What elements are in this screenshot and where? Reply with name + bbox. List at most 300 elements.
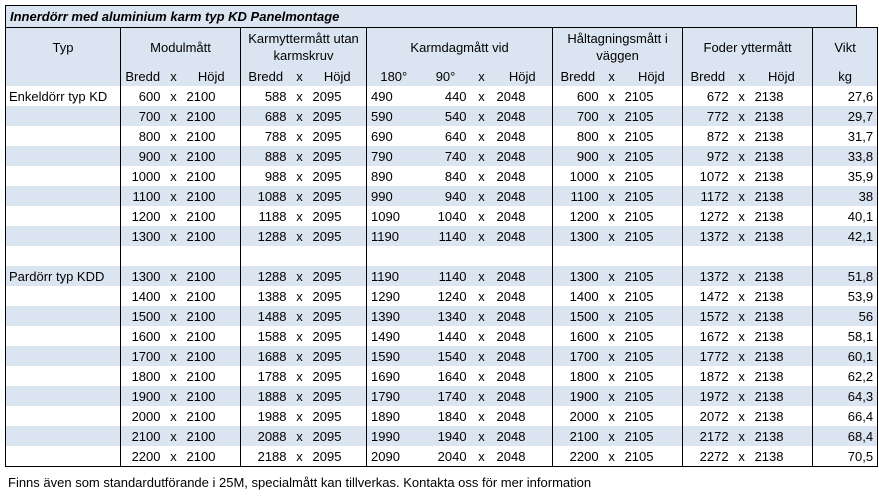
table-cell: 600 [121,86,165,106]
table-cell: 690 [367,126,421,146]
table-cell: x [165,346,183,366]
header-typ-blank [6,66,121,86]
table-cell: x [291,426,309,446]
table-cell: 2105 [621,226,683,246]
table-cell: 1140 [421,266,471,286]
table-cell: 2095 [309,426,367,446]
table-cell: x [471,426,493,446]
dimension-table [5,27,878,467]
table-cell: 890 [367,166,421,186]
table-cell: 2105 [621,326,683,346]
table-cell: 1290 [367,286,421,306]
table-row [6,346,878,366]
table-cell: 940 [421,186,471,206]
table-cell: 2138 [751,366,813,386]
table-cell: 2100 [183,206,241,226]
table-cell: 990 [367,186,421,206]
table-cell: 2095 [309,446,367,467]
subheader-kg: kg [813,66,878,86]
table-cell: 888 [241,146,291,166]
table-cell: x [733,146,751,166]
table-cell: 1100 [553,186,603,206]
table-cell: x [733,226,751,246]
table-cell: 900 [121,146,165,166]
table-cell: 2138 [751,166,813,186]
table-cell: 1800 [553,366,603,386]
table-cell: x [603,166,621,186]
table-cell: x [733,266,751,286]
table-cell: 2048 [493,106,553,126]
spacer-cell [683,246,733,266]
table-cell: x [471,206,493,226]
subheader-hojd: Höjd [183,66,241,86]
table-cell: 2138 [751,306,813,326]
table-cell: 1300 [121,226,165,246]
table-cell: 672 [683,86,733,106]
table-cell: x [471,126,493,146]
table-cell: 1372 [683,266,733,286]
header-modulmatt: Modulmått [121,28,241,67]
table-cell: 2048 [493,86,553,106]
table-cell: x [291,346,309,366]
table-cell: x [471,146,493,166]
table-cell: 2138 [751,226,813,246]
spacer-cell [183,246,241,266]
table-cell: 2105 [621,206,683,226]
table-cell: 1540 [421,346,471,366]
table-cell: 2105 [621,86,683,106]
table-cell: 2138 [751,386,813,406]
table-cell: 53,9 [813,286,878,306]
table-cell: 1300 [121,266,165,286]
table-cell: 900 [553,146,603,166]
table-cell: 66,4 [813,406,878,426]
table-cell: x [471,166,493,186]
table-cell: 2105 [621,366,683,386]
table-cell: 1688 [241,346,291,366]
table-cell: 2100 [183,366,241,386]
table-cell: x [603,386,621,406]
table-cell: 1500 [553,306,603,326]
table-cell: 2048 [493,166,553,186]
table-cell: 1240 [421,286,471,306]
table-cell: 29,7 [813,106,878,126]
table-cell: x [291,226,309,246]
table-cell: 1400 [553,286,603,306]
table-cell: 2048 [493,426,553,446]
table-cell: 2000 [553,406,603,426]
spacer-cell [733,246,751,266]
table-cell: 2095 [309,266,367,286]
table-cell: 2138 [751,266,813,286]
table-cell: 1190 [367,266,421,286]
table-cell: 2138 [751,126,813,146]
header-typ: Typ [6,28,121,67]
table-cell: 2138 [751,426,813,446]
table-cell: 2095 [309,226,367,246]
table-cell: x [165,286,183,306]
table-cell: 700 [121,106,165,126]
table-title: Innerdörr med aluminium karm typ KD Panelmontage [10,9,340,24]
table-cell: x [733,386,751,406]
table-cell: 2172 [683,426,733,446]
table-cell: x [471,346,493,366]
table-cell: 2105 [621,126,683,146]
table-cell: 2105 [621,446,683,467]
table-cell: 1572 [683,306,733,326]
table-cell: 1888 [241,386,291,406]
table-cell: 2138 [751,86,813,106]
table-cell: 2188 [241,446,291,467]
table-cell: 56 [813,306,878,326]
table-cell: x [603,146,621,166]
table-cell: x [165,306,183,326]
table-cell: 1690 [367,366,421,386]
table-cell: 2095 [309,126,367,146]
table-cell: x [471,386,493,406]
table-cell: 2090 [367,446,421,467]
table-row [6,146,878,166]
table-cell: x [733,446,751,467]
table-cell: x [291,266,309,286]
table-cell: 2100 [183,166,241,186]
table-cell: 2100 [183,126,241,146]
table-cell: 1940 [421,426,471,446]
table-cell: x [603,86,621,106]
table-cell: 2138 [751,326,813,346]
table-cell: 1172 [683,186,733,206]
table-cell: 1788 [241,366,291,386]
table-cell: 2138 [751,346,813,366]
footer-note: Finns även som standardutförande i 25M, specialmått kan tillverkas. Kontakta oss för mer information [8,475,592,490]
table-cell: 2100 [553,426,603,446]
table-cell: 2138 [751,186,813,206]
table-cell: 2048 [493,226,553,246]
row-type-blank [6,206,121,226]
table-cell: 2095 [309,346,367,366]
table-cell: 2048 [493,286,553,306]
header-foder: Foder yttermått [683,28,813,67]
table-cell: 1272 [683,206,733,226]
group-spacer-row [6,246,878,266]
table-cell: 35,9 [813,166,878,186]
table-cell: x [603,106,621,126]
table-cell: 1700 [553,346,603,366]
table-cell: x [291,126,309,146]
table-cell: 1972 [683,386,733,406]
table-cell: 2048 [493,326,553,346]
table-cell: 772 [683,106,733,126]
table-cell: x [291,86,309,106]
spacer-cell [165,246,183,266]
table-cell: x [603,366,621,386]
table-cell: 2095 [309,406,367,426]
table-cell: 1088 [241,186,291,206]
table-cell: x [733,366,751,386]
table-cell: 2095 [309,306,367,326]
spacer-cell [621,246,683,266]
table-cell: x [471,226,493,246]
table-cell: 2105 [621,386,683,406]
table-row [6,386,878,406]
table-cell: 2100 [121,426,165,446]
spacer-cell [421,246,471,266]
table-cell: x [291,306,309,326]
table-cell: 2138 [751,206,813,226]
table-cell: x [603,426,621,446]
table-cell: 2048 [493,146,553,166]
table-cell: 2105 [621,106,683,126]
table-cell: 1890 [367,406,421,426]
spacer-cell [241,246,291,266]
table-cell: 2100 [183,186,241,206]
table-cell: x [165,206,183,226]
table-cell: 2200 [553,446,603,467]
subheader-x: x [291,66,309,86]
subheader-x: x [603,66,621,86]
subheader-90: 90° [421,66,471,86]
table-cell: 2138 [751,286,813,306]
table-cell: 540 [421,106,471,126]
table-cell: 1900 [121,386,165,406]
table-cell: x [291,446,309,467]
table-row [6,206,878,226]
table-cell: x [165,146,183,166]
table-cell: x [471,366,493,386]
table-cell: x [471,326,493,346]
spacer-cell [291,246,309,266]
header-haltagningsmatt: Håltagningsmått i väggen [553,28,683,67]
table-cell: 790 [367,146,421,166]
table-cell: x [165,426,183,446]
table-row [6,186,878,206]
table-cell: 1600 [121,326,165,346]
table-cell: 1072 [683,166,733,186]
table-row [6,226,878,246]
subheader-bredd: Bredd [241,66,291,86]
table-cell: 40,1 [813,206,878,226]
table-cell: 688 [241,106,291,126]
table-row [6,286,878,306]
table-cell: x [471,286,493,306]
row-type-blank [6,306,121,326]
table-cell: 2000 [121,406,165,426]
table-cell: x [603,226,621,246]
table-cell: 2200 [121,446,165,467]
table-cell: 588 [241,86,291,106]
spacer-cell [493,246,553,266]
table-cell: x [291,406,309,426]
table-title-bar [5,5,857,27]
table-cell: 1390 [367,306,421,326]
table-cell: x [291,386,309,406]
table-cell: 1440 [421,326,471,346]
table-cell: x [165,266,183,286]
table-cell: x [471,86,493,106]
table-cell: x [291,286,309,306]
table-cell: 1340 [421,306,471,326]
table-cell: 2105 [621,406,683,426]
row-type-blank [6,366,121,386]
table-cell: 1140 [421,226,471,246]
row-type-blank [6,106,121,126]
table-cell: x [733,326,751,346]
row-type-blank [6,286,121,306]
table-cell: x [165,386,183,406]
table-cell: 64,3 [813,386,878,406]
table-row [6,126,878,146]
table-cell: 1200 [553,206,603,226]
table-cell: 988 [241,166,291,186]
table-cell: x [165,126,183,146]
table-cell: x [733,426,751,446]
table-cell: 1790 [367,386,421,406]
table-cell: 1590 [367,346,421,366]
table-cell: x [291,166,309,186]
table-cell: x [603,326,621,346]
table-cell: 2100 [183,226,241,246]
table-cell: 60,1 [813,346,878,366]
table-cell: 2100 [183,326,241,346]
table-cell: 1472 [683,286,733,306]
subheader-hojd: Höjd [309,66,367,86]
table-cell: x [165,166,183,186]
table-cell: x [603,266,621,286]
row-type-blank [6,446,121,467]
spacer-cell [121,246,165,266]
table-cell: 2105 [621,426,683,446]
table-cell: x [603,446,621,467]
table-cell: 2105 [621,346,683,366]
header-karmyttermatt: Karmyttermått utan karmskruv [241,28,367,67]
table-cell: 1288 [241,266,291,286]
table-cell: x [165,326,183,346]
table-cell: 1900 [553,386,603,406]
table-cell: x [165,106,183,126]
table-cell: x [291,206,309,226]
table-cell: 2048 [493,346,553,366]
row-type-label: Pardörr typ KDD [6,266,121,286]
table-cell: x [165,366,183,386]
table-cell: x [165,186,183,206]
row-type-label: Enkeldörr typ KD [6,86,121,106]
table-cell: x [733,346,751,366]
table-cell: 2100 [183,146,241,166]
table-cell: 1288 [241,226,291,246]
table-row [6,426,878,446]
header-karmdagmatt: Karmdagmått vid [367,28,553,67]
table-cell: 972 [683,146,733,166]
table-cell: 2138 [751,106,813,126]
table-cell: 2048 [493,306,553,326]
subheader-180: 180° [367,66,421,86]
table-cell: x [603,186,621,206]
table-cell: 2095 [309,186,367,206]
table-cell: 2095 [309,86,367,106]
table-cell: x [733,206,751,226]
table-cell: 2048 [493,266,553,286]
row-type-blank [6,406,121,426]
spacer-cell [367,246,421,266]
table-row [6,326,878,346]
table-cell: x [733,286,751,306]
table-cell: 1400 [121,286,165,306]
table-cell: 1388 [241,286,291,306]
table-cell: 2072 [683,406,733,426]
table-cell: 1488 [241,306,291,326]
table-cell: 1640 [421,366,471,386]
table-cell: 27,6 [813,86,878,106]
table-cell: 2100 [183,286,241,306]
table-cell: 1772 [683,346,733,366]
table-cell: 2100 [183,386,241,406]
table-cell: 1588 [241,326,291,346]
table-cell: 2105 [621,166,683,186]
table-cell: 440 [421,86,471,106]
table-cell: 700 [553,106,603,126]
row-type-blank [6,426,121,446]
header-vikt: Vikt [813,28,878,67]
table-cell: x [471,406,493,426]
table-cell: 2100 [183,406,241,426]
spacer-cell [553,246,603,266]
table-cell: 2105 [621,306,683,326]
subheader-bredd: Bredd [553,66,603,86]
table-cell: 1200 [121,206,165,226]
subheader-hojd: Höjd [751,66,813,86]
table-cell: 2048 [493,446,553,467]
table-cell: 1740 [421,386,471,406]
spacer-cell [309,246,367,266]
table-cell: 2138 [751,146,813,166]
table-cell: 2048 [493,206,553,226]
table-row [6,86,878,106]
spacer-cell [603,246,621,266]
table-cell: x [603,126,621,146]
table-cell: 51,8 [813,266,878,286]
row-type-blank [6,326,121,346]
table-cell: 872 [683,126,733,146]
table-cell: x [291,186,309,206]
table-cell: 62,2 [813,366,878,386]
table-body [6,86,878,467]
table-row [6,266,878,286]
table-cell: 2100 [183,86,241,106]
table-cell: 590 [367,106,421,126]
spacer-cell [813,246,878,266]
table-cell: x [603,306,621,326]
subheader-x: x [733,66,751,86]
table-cell: 1100 [121,186,165,206]
table-cell: 1800 [121,366,165,386]
header-row-groups [6,28,878,67]
table-cell: 2100 [183,266,241,286]
table-cell: x [291,146,309,166]
table-cell: x [291,366,309,386]
table-cell: 1300 [553,226,603,246]
table-cell: 1000 [553,166,603,186]
table-cell: x [471,186,493,206]
table-cell: 33,8 [813,146,878,166]
table-cell: 1700 [121,346,165,366]
spacer-cell [471,246,493,266]
table-cell: x [471,446,493,467]
table-cell: x [471,266,493,286]
table-cell: 2095 [309,326,367,346]
table-cell: 2095 [309,386,367,406]
table-cell: 1840 [421,406,471,426]
table-cell: 1600 [553,326,603,346]
